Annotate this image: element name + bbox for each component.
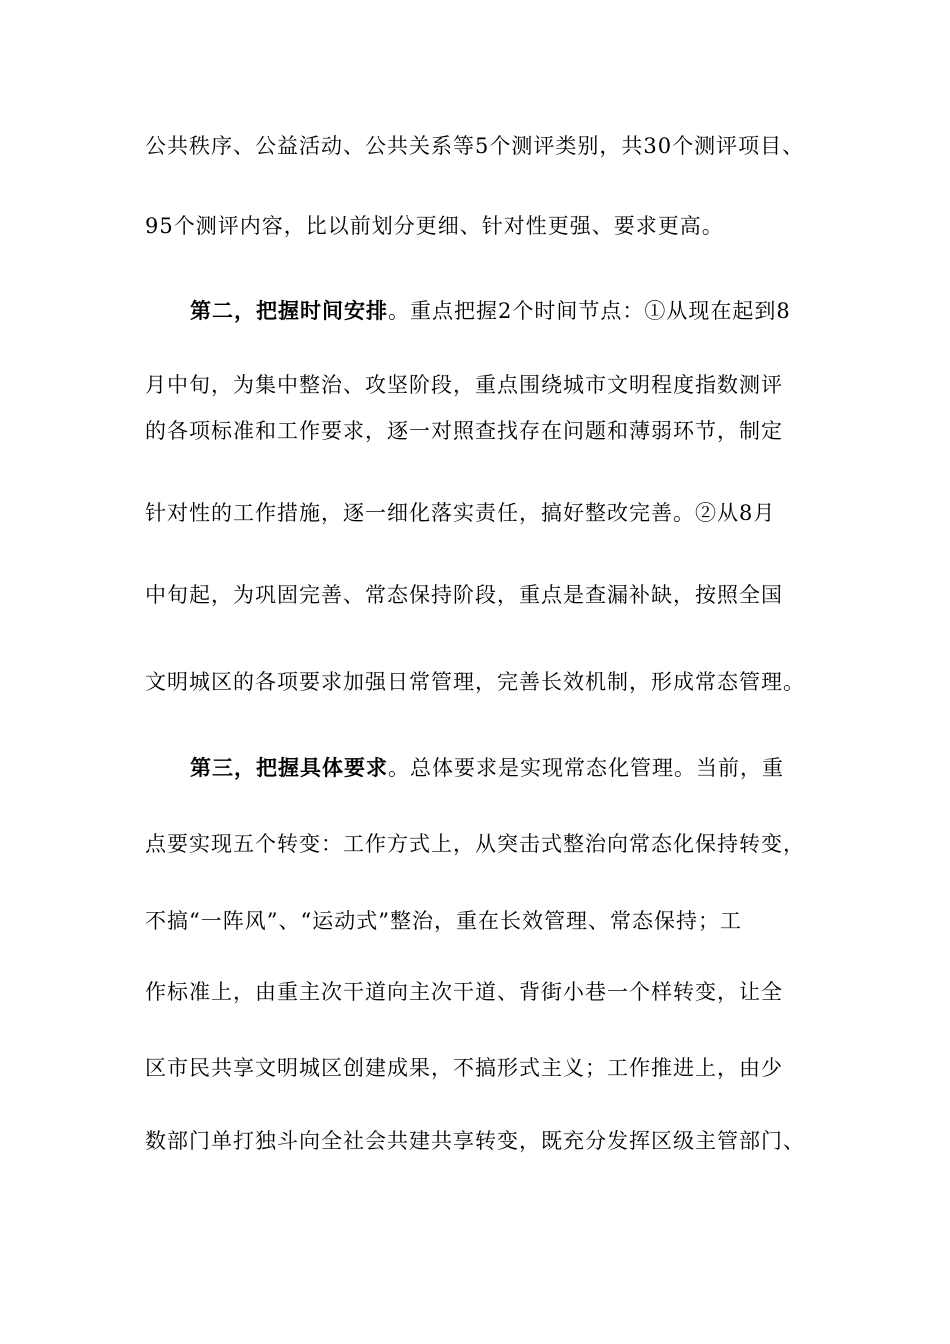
paragraph-heading: 第二，把握时间安排 (190, 299, 388, 323)
text-line: 月中旬，为集中整治、攻坚阶段，重点围绕城市文明程度指数测评 (145, 373, 783, 397)
text-line: 文明城区的各项要求加强日常管理，完善长效机制，形成常态管理。 (145, 670, 805, 694)
text-line: 点要实现五个转变：工作方式上，从突击式整治向常态化保持转变， (145, 832, 805, 856)
paragraph-heading: 第三，把握具体要求 (190, 756, 388, 780)
text-line: 95个测评内容，比以前划分更细、针对性更强、要求更高。 (145, 214, 724, 238)
text-line: 不搞“一阵风”、“运动式”整治，重在长效管理、常态保持；工 (145, 909, 742, 933)
text-line: 区市民共享文明城区创建成果，不搞形式主义；工作推进上，由少 (145, 1056, 783, 1080)
text-line: 针对性的工作措施，逐一细化落实责任，搞好整改完善。②从8月 (145, 501, 776, 525)
text-line: 公共秩序、公益活动、公共关系等5个测评类别，共30个测评项目、 (145, 134, 805, 158)
paragraph-3-first-line (190, 748, 855, 788)
text-line: 中旬起，为巩固完善、常态保持阶段，重点是查漏补缺，按照全国 (145, 583, 783, 607)
text-line: 的各项标准和工作要求，逐一对照查找存在问题和薄弱环节，制定 (145, 419, 783, 443)
text-line: 作标准上，由重主次干道向主次干道、背街小巷一个样转变，让全 (145, 980, 783, 1004)
text-span: 。重点把握2个时间节点：①从现在起到8 (388, 299, 791, 323)
paragraph-2-first-line (190, 291, 855, 331)
text-span: 。总体要求是实现常态化管理。当前，重 (388, 756, 784, 780)
text-line: 数部门单打独斗向全社会共建共享转变，既充分发挥区级主管部门、 (145, 1129, 805, 1153)
